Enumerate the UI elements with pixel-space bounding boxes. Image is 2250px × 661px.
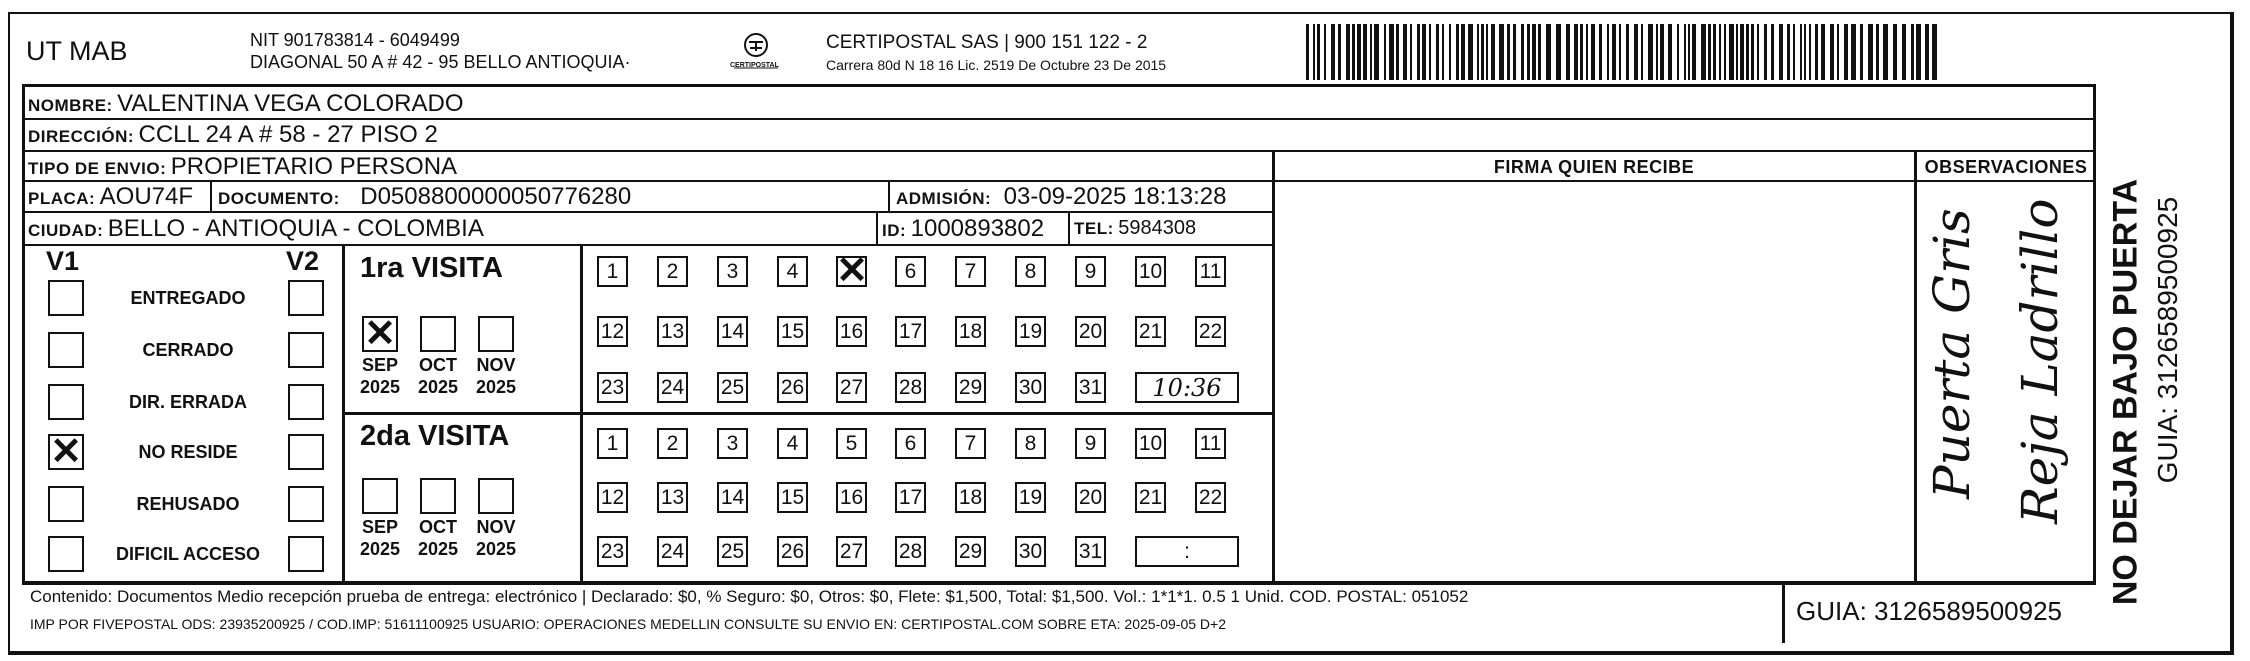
barcode-bar	[1324, 24, 1326, 80]
logo-text: CERTIPOSTAL	[730, 62, 779, 69]
day-cell[interactable]: 2	[657, 256, 688, 287]
barcode-bar	[1612, 24, 1616, 80]
day-cell[interactable]: 6	[895, 256, 926, 287]
day-cell[interactable]: 8	[1015, 256, 1046, 287]
direccion-row: DIRECCIÓN: CCLL 24 A # 58 - 27 PISO 2	[28, 121, 438, 148]
barcode-bar	[1456, 24, 1459, 80]
month-label: NOV 2025	[475, 355, 517, 397]
day-cell[interactable]: 3	[717, 428, 748, 459]
barcode-bar	[1656, 24, 1658, 80]
day-cell[interactable]: 4	[777, 428, 808, 459]
month-label: OCT 2025	[417, 517, 459, 559]
day-cell[interactable]: 1	[597, 256, 628, 287]
month-checkbox-nov[interactable]	[478, 478, 514, 514]
month-checkbox-oct[interactable]	[420, 478, 456, 514]
nombre-row: NOMBRE: VALENTINA VEGA COLORADO	[28, 90, 464, 117]
company-address: DIAGONAL 50 A # 42 - 95 BELLO ANTIOQUIA·	[250, 52, 631, 72]
barcode-bar	[1481, 24, 1484, 80]
documento-row: DOCUMENTO: D0508800000050776280	[218, 183, 632, 210]
first-visit-label: 1ra VISITA	[360, 252, 503, 284]
day-cell[interactable]: 8	[1015, 428, 1046, 459]
barcode-bar	[1374, 24, 1379, 80]
barcode-bar	[1527, 24, 1530, 80]
day-cell[interactable]: 28	[895, 536, 926, 567]
day-cell[interactable]: 5	[836, 428, 867, 459]
day-cell[interactable]: 13	[657, 482, 688, 513]
status-option-label: ENTREGADO	[130, 288, 246, 308]
barcode-bar	[1851, 24, 1856, 80]
barcode-bar	[1449, 24, 1451, 80]
barcode-bar	[1902, 24, 1906, 80]
v1-checkbox[interactable]	[48, 431, 84, 473]
check-mark-icon: ✕	[364, 313, 396, 355]
placa-row: PLACA: AOU74F	[28, 183, 194, 210]
day-cell[interactable]: 10	[1135, 256, 1166, 287]
barcode-bar	[1486, 24, 1488, 80]
barcode-bar	[1634, 24, 1638, 80]
ciudad-row: CIUDAD: BELLO - ANTIOQUIA - COLOMBIA	[28, 215, 484, 242]
barcode-bar	[1352, 24, 1355, 80]
barcode-bar	[1461, 24, 1465, 80]
barcode-bar	[1384, 24, 1386, 80]
time-field[interactable]: :	[1135, 536, 1239, 567]
company-nit: NIT 901783814 - 6049499	[250, 30, 460, 50]
day-cell[interactable]: 1	[597, 428, 628, 459]
barcode-bar	[1499, 24, 1504, 80]
day-cell[interactable]: 27	[836, 536, 867, 567]
documento: D0508800000050776280	[360, 183, 632, 210]
barcode-bar	[1363, 24, 1367, 80]
status-option-label: CERRADO	[142, 340, 234, 360]
barcode-bar	[1837, 24, 1839, 80]
day-cell[interactable]: 26	[777, 536, 808, 567]
barcode-bar	[1468, 24, 1473, 80]
barcode-bar	[1331, 24, 1335, 80]
placa: AOU74F	[99, 183, 194, 210]
tel-row: TEL: 5984308	[1074, 217, 1197, 239]
day-cell[interactable]: 11	[1195, 428, 1226, 459]
barcode-bar	[1719, 24, 1721, 80]
firma-label: FIRMA QUIEN RECIBE	[1493, 157, 1695, 177]
day-cell[interactable]: 15	[777, 482, 808, 513]
tipo-envio-row: TIPO DE ENVIO: PROPIETARIO PERSONA	[28, 153, 458, 180]
day-cell[interactable]: 18	[955, 482, 986, 513]
barcode-bar	[1346, 24, 1350, 80]
barcode-bar	[1684, 24, 1686, 80]
barcode-bar	[1932, 24, 1937, 80]
id-row: ID: 1000893802	[882, 215, 1045, 242]
day-cell[interactable]: 9	[1075, 256, 1106, 287]
day-cell[interactable]: 23	[597, 372, 628, 403]
day-cell[interactable]: 7	[955, 256, 986, 287]
month-checkbox-nov[interactable]	[478, 316, 514, 352]
day-cell[interactable]: 3	[717, 256, 748, 287]
v2-checkbox[interactable]	[288, 536, 324, 572]
month-checkbox-sep[interactable]	[362, 313, 398, 355]
day-cell[interactable]: 19	[1015, 316, 1046, 347]
day-cell[interactable]: 15	[777, 316, 808, 347]
handwritten-note-1: Puerta Gris	[1923, 208, 1981, 499]
handwritten-note-2: Reja Ladrillo	[2011, 198, 2069, 524]
day-cell[interactable]	[836, 250, 868, 292]
day-cell[interactable]: 13	[657, 316, 688, 347]
ciudad: BELLO - ANTIOQUIA - COLOMBIA	[107, 215, 484, 242]
barcode-bar	[1677, 24, 1679, 80]
day-cell[interactable]: 17	[895, 482, 926, 513]
second-visit-label: 2da VISITA	[360, 420, 510, 452]
day-cell[interactable]: 19	[1015, 482, 1046, 513]
barcode-bar	[1338, 24, 1341, 80]
barcode-bar	[1357, 24, 1361, 80]
barcode-bar	[1546, 24, 1551, 80]
barcode-bar	[1538, 24, 1541, 80]
month-label: SEP 2025	[359, 355, 401, 397]
barcode-bar	[1757, 24, 1759, 80]
footer-contenido: Contenido: Documentos Medio recepción prueba de entrega: electrónico | Declarado: $0, % Seguro: $0, Otros: $0, Flete: $1,500, Total: $1,500. Vol.: 1*1*1. 0.5 1 Unid. COD. POSTAL: 051052	[30, 587, 1469, 606]
day-cell[interactable]: 14	[717, 316, 748, 347]
v1-checkbox[interactable]	[48, 280, 84, 316]
barcode-bar	[1370, 24, 1372, 80]
barcode-bar	[1804, 24, 1806, 80]
barcode-bar	[1708, 24, 1711, 80]
day-cell[interactable]: 26	[777, 372, 808, 403]
barcode-bar	[1556, 24, 1561, 80]
check-mark-icon: ✕	[50, 431, 82, 473]
barcode-bar	[1688, 24, 1690, 80]
barcode-bar	[1619, 24, 1621, 80]
recipient-name: VALENTINA VEGA COLORADO	[117, 90, 464, 117]
barcode-bar	[1599, 24, 1602, 80]
day-cell[interactable]: 25	[717, 536, 748, 567]
day-cell[interactable]: 31	[1075, 372, 1106, 403]
barcode-bar	[1417, 24, 1420, 80]
barcode-bar	[1396, 24, 1399, 80]
day-cell[interactable]: 14	[717, 482, 748, 513]
company-name: UT MAB	[26, 36, 128, 66]
barcode-bar	[1507, 24, 1510, 80]
check-mark-icon: ✕	[836, 250, 868, 292]
barcode-bar	[1729, 24, 1734, 80]
status-option-label: DIR. ERRADA	[128, 392, 247, 412]
v2-label: V2	[286, 246, 320, 276]
v2-checkbox[interactable]	[288, 434, 324, 470]
admision-row: ADMISIÓN: 03-09-2025 18:13:28	[896, 183, 1227, 210]
v1-checkbox[interactable]	[48, 486, 84, 522]
status-option-label: NO RESIDE	[138, 442, 238, 462]
v1-checkbox[interactable]	[48, 384, 84, 420]
day-cell[interactable]: 24	[657, 372, 688, 403]
barcode-bar	[1764, 24, 1767, 80]
barcode-bar	[1724, 24, 1726, 80]
barcode-bar	[1317, 24, 1320, 80]
barcode-bar	[1793, 24, 1795, 80]
barcode-bar	[1626, 24, 1629, 80]
barcode-bar	[1410, 24, 1412, 80]
day-cell[interactable]: 10	[1135, 428, 1166, 459]
barcode-bar	[1876, 24, 1879, 80]
barcode	[1306, 0, 1942, 84]
day-cell[interactable]: 25	[717, 372, 748, 403]
day-cell[interactable]: 12	[597, 482, 628, 513]
month-checkbox-oct[interactable]	[420, 316, 456, 352]
barcode-bar	[1701, 24, 1706, 80]
v2-checkbox[interactable]	[288, 332, 324, 368]
footer-guia: GUIA: 3126589500925	[1796, 596, 2062, 626]
day-cell[interactable]: 20	[1075, 316, 1106, 347]
day-cell[interactable]: 29	[955, 536, 986, 567]
barcode-bar	[1491, 24, 1495, 80]
day-cell[interactable]: 20	[1075, 482, 1106, 513]
v2-checkbox[interactable]	[288, 384, 324, 420]
month-label: SEP 2025	[359, 517, 401, 559]
day-cell[interactable]: 7	[955, 428, 986, 459]
day-cell[interactable]: 22	[1195, 482, 1226, 513]
footer-imp: IMP POR FIVEPOSTAL ODS: 23935200925 / COD.IMP: 51611100925 USUARIO: OPERACIONES MEDELLIN CONSULTE SU ENVIO EN: CERTIPOSTAL.COM SOBRE ETA: 2025-09-05 D+2	[30, 616, 1227, 632]
tipo-envio: PROPIETARIO PERSONA	[170, 153, 458, 180]
barcode-bar	[1740, 24, 1744, 80]
day-cell[interactable]: 24	[657, 536, 688, 567]
barcode-bar	[1815, 24, 1818, 80]
courier-name: CERTIPOSTAL SAS | 900 151 122 - 2	[826, 32, 1148, 53]
barcode-bar	[1916, 24, 1921, 80]
barcode-bar	[1668, 24, 1672, 80]
v1-checkbox[interactable]	[48, 332, 84, 368]
barcode-bar	[1893, 24, 1897, 80]
day-cell[interactable]: 23	[597, 536, 628, 567]
courier-license: Carrera 80d N 18 16 Lic. 2519 De Octubre 23 De 2015	[826, 57, 1167, 73]
barcode-bar	[1521, 24, 1524, 80]
v2-checkbox[interactable]	[288, 280, 324, 316]
barcode-bar	[1809, 24, 1811, 80]
barcode-bar	[1313, 24, 1315, 80]
day-cell[interactable]: 22	[1195, 316, 1226, 347]
barcode-bar	[1422, 24, 1426, 80]
barcode-bar	[1477, 24, 1479, 80]
barcode-bar	[1800, 24, 1802, 80]
month-checkbox-sep[interactable]	[362, 478, 398, 514]
barcode-bar	[1532, 24, 1536, 80]
barcode-bar	[1925, 24, 1929, 80]
barcode-bar	[1660, 24, 1664, 80]
barcode-bar	[1403, 24, 1407, 80]
observaciones-label: OBSERVACIONES	[1924, 157, 2088, 177]
barcode-bar	[1787, 24, 1790, 80]
barcode-bar	[1746, 24, 1749, 80]
side-notice: NO DEJAR BAJO PUERTA	[2106, 178, 2145, 606]
barcode-bar	[1883, 24, 1888, 80]
day-cell[interactable]: 6	[895, 428, 926, 459]
barcode-bar	[1713, 24, 1716, 80]
day-cell[interactable]: 27	[836, 372, 867, 403]
barcode-bar	[1751, 24, 1754, 80]
v1-checkbox[interactable]	[48, 536, 84, 572]
barcode-bar	[1868, 24, 1873, 80]
barcode-bar	[1566, 24, 1570, 80]
recipient-address: CCLL 24 A # 58 - 27 PISO 2	[138, 121, 438, 148]
barcode-bar	[1586, 24, 1588, 80]
barcode-bar	[1513, 24, 1516, 80]
barcode-bar	[1442, 24, 1444, 80]
barcode-bar	[1692, 24, 1696, 80]
barcode-bar	[1844, 24, 1848, 80]
month-label: OCT 2025	[417, 355, 459, 397]
barcode-bar	[1830, 24, 1834, 80]
v1-label: V1	[46, 246, 80, 276]
day-cell[interactable]: 16	[836, 482, 867, 513]
day-cell[interactable]: 12	[597, 316, 628, 347]
barcode-bar	[1648, 24, 1653, 80]
day-cell[interactable]: 18	[955, 316, 986, 347]
barcode-bar	[1779, 24, 1783, 80]
day-cell[interactable]: 29	[955, 372, 986, 403]
day-cell[interactable]: 16	[836, 316, 867, 347]
day-cell[interactable]: 2	[657, 428, 688, 459]
barcode-bar	[1736, 24, 1738, 80]
day-cell[interactable]: 30	[1015, 372, 1046, 403]
barcode-bar	[1429, 24, 1431, 80]
barcode-bar	[1911, 24, 1914, 80]
barcode-bar	[1574, 24, 1578, 80]
id-number: 1000893802	[910, 215, 1045, 242]
day-cell[interactable]: 21	[1135, 316, 1166, 347]
barcode-bar	[1591, 24, 1595, 80]
barcode-bar	[1580, 24, 1583, 80]
barcode-bar	[1821, 24, 1825, 80]
barcode-bar	[1641, 24, 1643, 80]
time-field[interactable]: 10:36	[1135, 372, 1239, 403]
day-cell[interactable]: 9	[1075, 428, 1106, 459]
barcode-bar	[1389, 24, 1394, 80]
v2-checkbox[interactable]	[288, 486, 324, 522]
certipostal-logo	[726, 30, 786, 80]
barcode-bar	[1771, 24, 1774, 80]
admision: 03-09-2025 18:13:28	[1003, 183, 1227, 210]
status-option-label: DIFICIL ACCESO	[115, 544, 260, 564]
day-cell[interactable]: 30	[1015, 536, 1046, 567]
day-cell[interactable]: 17	[895, 316, 926, 347]
barcode-bar	[1306, 24, 1309, 80]
day-cell[interactable]: 4	[777, 256, 808, 287]
barcode-bar	[1436, 24, 1439, 80]
month-label: NOV 2025	[475, 517, 517, 559]
status-option-label: REHUSADO	[136, 494, 240, 514]
day-cell[interactable]: 28	[895, 372, 926, 403]
barcode-bar	[1860, 24, 1863, 80]
barcode-bar	[1607, 24, 1609, 80]
day-cell[interactable]: 11	[1195, 256, 1226, 287]
day-cell[interactable]: 21	[1135, 482, 1166, 513]
side-guia: GUIA: 3126589500925	[2152, 196, 2183, 484]
tel: 5984308	[1118, 217, 1197, 239]
day-cell[interactable]: 31	[1075, 536, 1106, 567]
